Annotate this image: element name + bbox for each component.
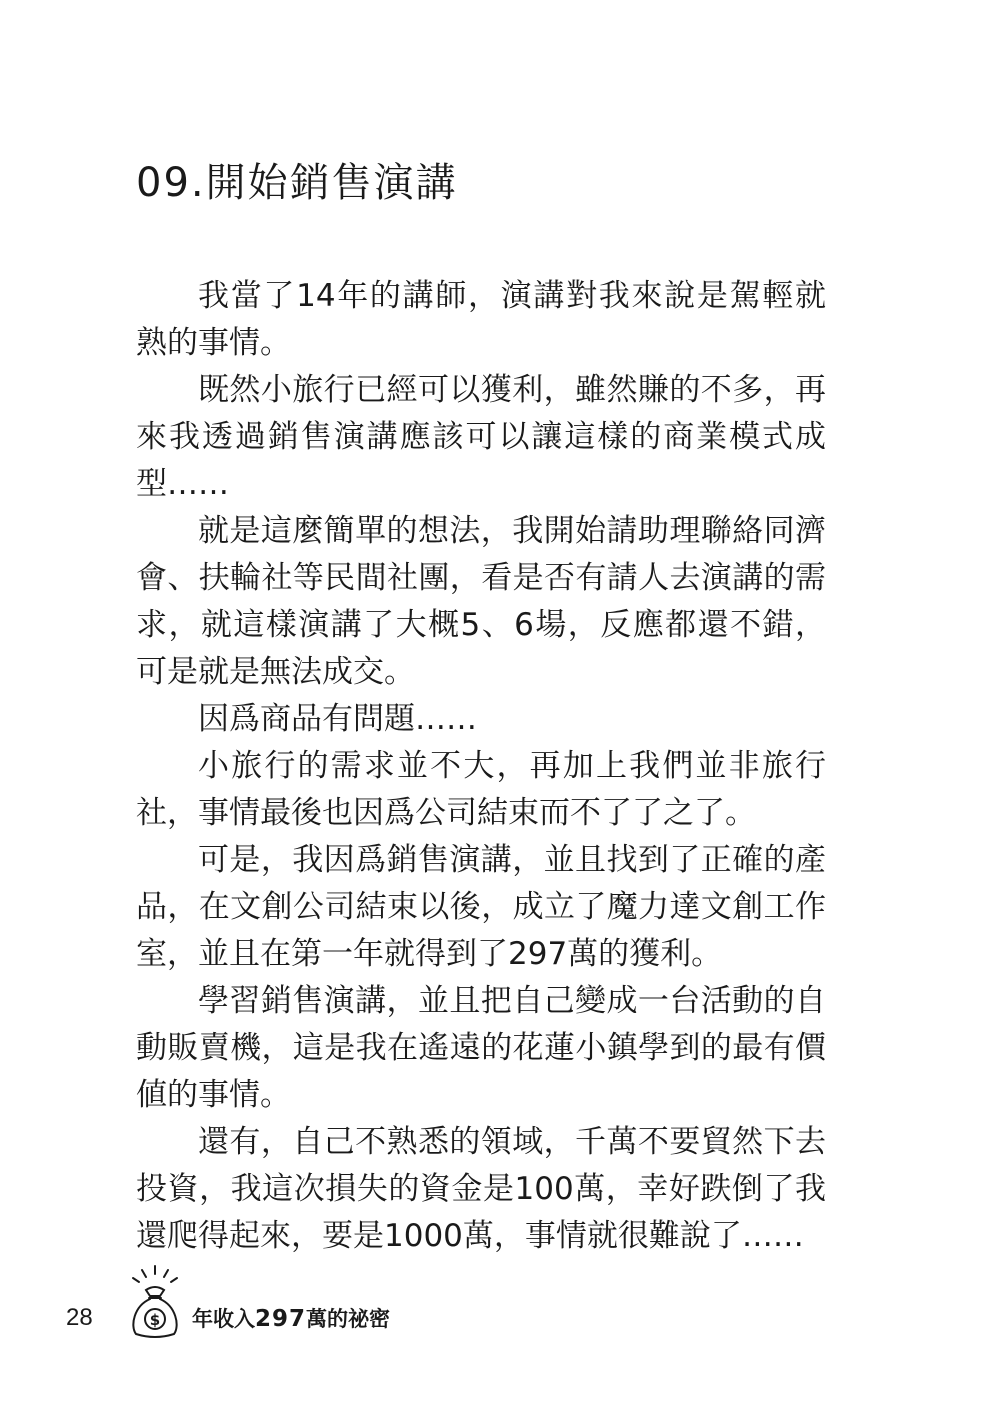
money-bag-icon [122, 1264, 188, 1340]
paragraph: 小旅行的需求並不大，再加上我們並非旅行社，事情最後也因爲公司結束而不了了之了。 [136, 748, 826, 831]
money-bag-symbol: $ [149, 1311, 161, 1329]
book-title-suffix: 萬的祕密 [306, 1307, 391, 1331]
page-title: 09.開始銷售演講 [136, 159, 458, 206]
page-footer [0, 1260, 1000, 1360]
book-title [192, 1305, 390, 1333]
paragraph: 因爲商品有問題…… [198, 701, 477, 737]
paragraph: 我當了14年的講師，演講對我來說是駕輕就熟的事情。 [136, 278, 826, 361]
paragraph: 就是這麼簡單的想法，我開始請助理聯絡同濟會、扶輪社等民間社團，看是否有請人去演講的需求，就這樣演講了大概5、6場，反應都還不錯，可是就是無法成交。 [136, 513, 826, 690]
book-title-number: 297 [255, 1306, 307, 1332]
book-title-prefix: 年收入 [192, 1307, 255, 1331]
paragraph: 還有，自己不熟悉的領域，千萬不要貿然下去投資，我這次損失的資金是100萬，幸好跌倒了我還爬得起來，要是1000萬，事情就很難說了…… [136, 1124, 826, 1254]
paragraph: 既然小旅行已經可以獲利，雖然賺的不多，再來我透過銷售演講應該可以讓這樣的商業模式成型…… [136, 372, 826, 502]
paragraph: 可是，我因爲銷售演講，並且找到了正確的產品，在文創公司結束以後，成立了魔力達文創工作室，並且在第一年就得到了297萬的獲利。 [136, 842, 826, 972]
body-text [136, 273, 826, 1260]
paragraph: 學習銷售演講，並且把自己變成一台活動的自動販賣機，這是我在遙遠的花蓮小鎮學到的最有價値的事情。 [136, 983, 826, 1113]
page-number: 28 [66, 1304, 93, 1331]
